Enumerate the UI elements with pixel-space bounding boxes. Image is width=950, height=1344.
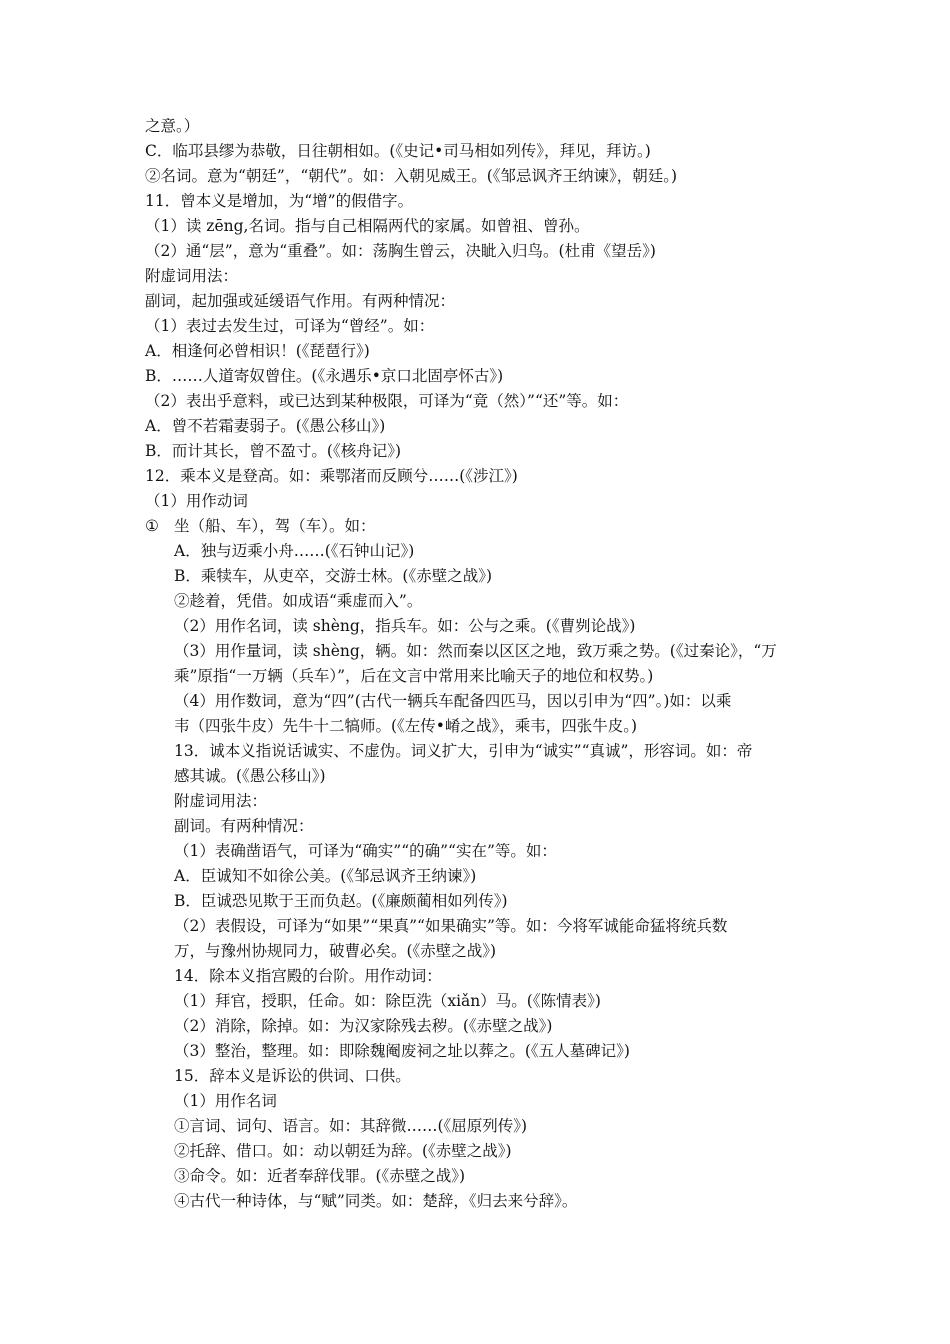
- text-line: 14．除本义指宫殿的台阶。用作动词：: [174, 967, 442, 985]
- text-line: A．曾不若霜妻弱子。(《愚公移山》): [145, 417, 386, 435]
- text-line: （3）用作量词，读 shèng，辆。如：然而秦以区区之地，致万乘之势。(《过秦论》，“万: [174, 642, 777, 660]
- text-line: （4）用作数词，意为“四”(古代一辆兵车配备四匹马，因以引申为“四”。)如：以乘: [174, 692, 732, 710]
- text-line: 韦（四张牛皮）先牛十二犒师。(《左传•崤之战》，乘韦，四张牛皮。): [174, 717, 637, 735]
- text-line: （1）用作动词: [145, 492, 248, 510]
- text-line: 附虚词用法：: [174, 792, 268, 810]
- text-line: （1）用作名词: [174, 1092, 277, 1110]
- text-line: A．臣诚知不如徐公美。(《邹忌讽齐王纳谏》): [174, 867, 477, 885]
- text-line: （2）用作名词，读 shèng，指兵车。如：公与之乘。(《曹刿论战》): [174, 617, 636, 635]
- text-line: 15．辞本义是诉讼的供词、口供。: [174, 1067, 411, 1085]
- text-line: 附虚词用法：: [145, 267, 239, 285]
- text-line: （2）表出乎意料，或已达到某种极限，可译为“竟（然）”“还”等。如：: [145, 392, 629, 410]
- text-line: （1）拜官，授职，任命。如：除臣洗（xiǎn）马。(《陈情表》): [174, 992, 601, 1010]
- text-line: ②托辞、借口。如：动以朝廷为辞。(《赤壁之战》): [174, 1142, 512, 1160]
- text-line: （3）整治，整理。如：即除魏阉废祠之址以葬之。(《五人墓碑记》): [174, 1042, 630, 1060]
- text-line: 12．乘本义是登高。如：乘鄂渚而反顾兮……(《涉江》): [145, 467, 518, 485]
- text-line: （2）消除，除掉。如：为汉家除残去秽。(《赤壁之战》): [174, 1017, 553, 1035]
- text-line: 11．曾本义是增加，为“增”的假借字。: [145, 192, 414, 210]
- text-line: ④古代一种诗体，与“赋”同类。如：楚辞，《归去来兮辞》。: [174, 1192, 578, 1210]
- text-line: 感其诚。(《愚公移山》): [174, 767, 326, 785]
- text-line: 副词。有两种情况：: [174, 817, 314, 835]
- text-line: 之意。）: [145, 117, 200, 135]
- text-line: （2）通“层”，意为“重叠”。如：荡胸生曾云，决眦入归鸟。(杜甫《望岳》): [145, 242, 656, 260]
- text-line: B．而计其长，曾不盈寸。(《核舟记》): [145, 442, 401, 460]
- text-line: ①言词、词句、语言。如：其辞微……(《屈原列传》): [174, 1117, 528, 1135]
- text-line: ②趁着，凭借。如成语“乘虚而入”。: [174, 592, 423, 610]
- text-line: 乘”原指“一万辆（兵车）”，后在文言中常用来比喻天子的地位和权势。): [174, 667, 654, 685]
- text-line: 13．诚本义指说话诚实、不虚伪。词义扩大，引申为“诚实”“真诚”，形容词。如：帝: [174, 742, 753, 760]
- text-line: 副词，起加强或延缓语气作用。有两种情况：: [145, 292, 456, 310]
- text-line: （1）表过去发生过，可译为“曾经”。如：: [145, 317, 435, 335]
- text-line: （1）读 zēng,名词。指与自己相隔两代的家属。如曾祖、曾孙。: [145, 217, 590, 235]
- text-line: ③命令。如：近者奉辞伐罪。(《赤壁之战》): [174, 1167, 466, 1185]
- text-line: （1）表确凿语气，可译为“确实”“的确”“实在”等。如：: [174, 842, 557, 860]
- text-line: 万，与豫州协规同力，破曹必矣。(《赤壁之战》): [174, 942, 497, 960]
- text-line: B．乘犊车，从吏卒，交游士林。(《赤壁之战》): [174, 567, 492, 585]
- text-line: A．相逢何必曾相识！(《琵琶行》): [145, 342, 370, 360]
- text-line: C．临邛县缪为恭敬，日往朝相如。(《史记•司马相如列传》，拜见，拜访。): [145, 142, 651, 160]
- text-line: B．臣诚恐见欺于王而负赵。(《廉颇蔺相如列传》): [174, 892, 508, 910]
- text-line: 坐（船、车），驾（车）。如：: [174, 517, 376, 535]
- text-line: A．独与迈乘小舟……(《石钟山记》): [174, 542, 415, 560]
- text-line: B．……人道寄奴曾住。(《永遇乐•京口北固亭怀古》): [145, 367, 504, 385]
- text-line: （2）表假设，可译为“如果”“果真”“如果确实”等。如：今将军诚能命猛将统兵数: [174, 917, 728, 935]
- text-line: ②名词。意为“朝廷”，“朝代”。如：入朝见威王。(《邹忌讽齐王纳谏》，朝廷。): [145, 167, 678, 185]
- list-marker: ①: [145, 517, 159, 535]
